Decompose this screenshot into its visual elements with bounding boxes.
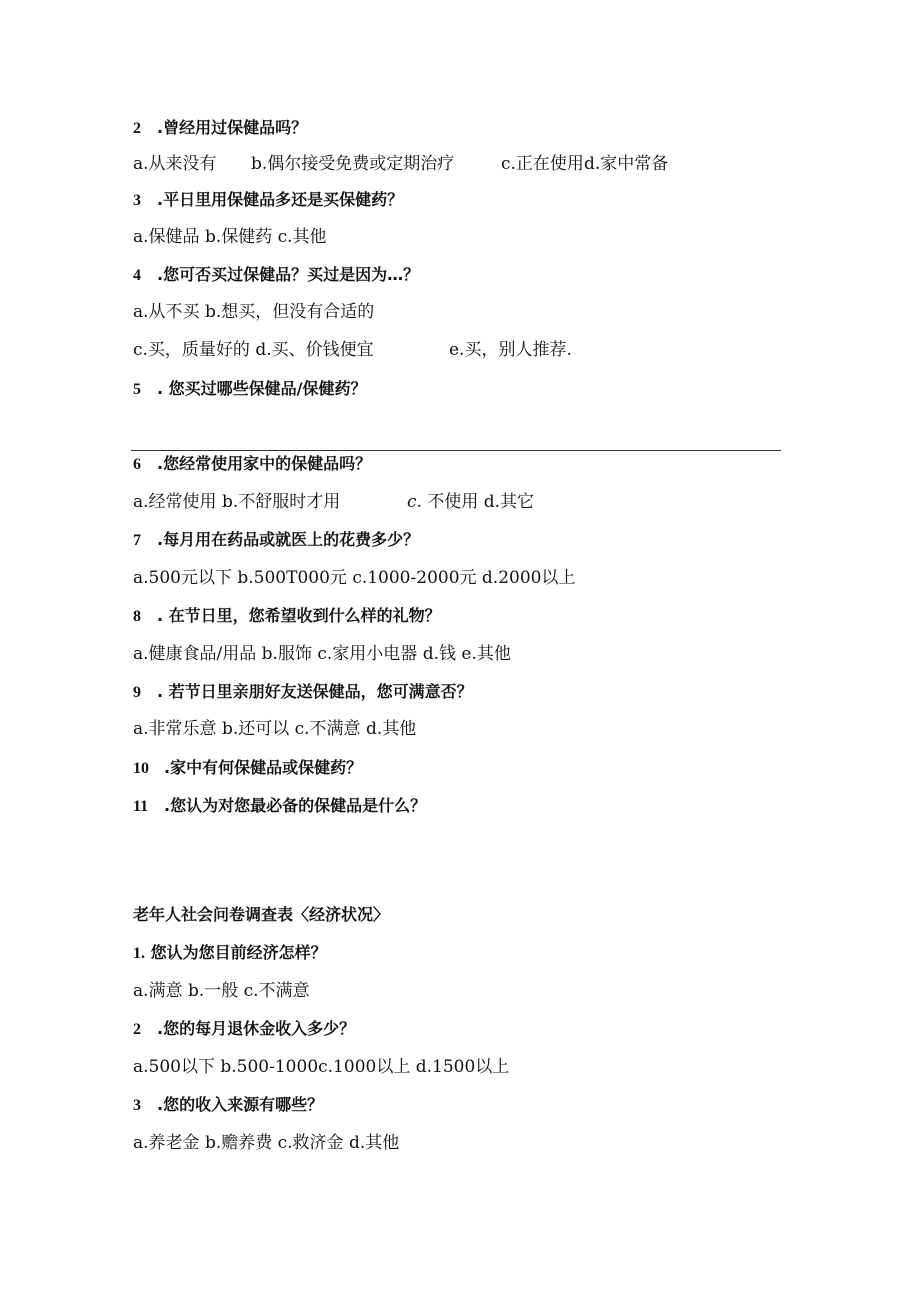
question-2-options [133, 153, 668, 175]
question-number: 2 [133, 1021, 141, 1038]
question-7-options: a.500元以下 b.500T000元 c.1000-2000元 d.2000以上 [133, 568, 576, 588]
option-c: c.正在使用 [501, 154, 584, 174]
question-text: . 若节日里亲朋好友送保健品，您可满意否？ [157, 682, 473, 701]
economic-question-1-options: a.满意 b.一般 c.不满意 [133, 981, 310, 1001]
question-7 [133, 529, 419, 552]
option-a: a.从来没有 [133, 154, 217, 174]
question-6-options [133, 491, 534, 513]
question-number: 7 [133, 532, 141, 549]
economic-question-2 [133, 1018, 355, 1041]
option-c-d: 不使用 d.其它 [421, 492, 535, 512]
question-number: 2 [133, 120, 141, 137]
question-8 [133, 605, 441, 628]
question-text: . 在节日里，您希望收到什么样的礼物？ [157, 606, 441, 625]
question-11 [133, 795, 426, 818]
economic-section-title: 老年人社会问卷调查表〈经济状况〉 [133, 905, 390, 924]
economic-question-3-options: a.养老金 b.赡养费 c.救济金 d.其他 [133, 1133, 400, 1153]
question-number: 5 [133, 381, 141, 398]
option-d: d.家中常备 [583, 154, 669, 174]
question-text: . 您买过哪些保健品/保健药？ [157, 379, 367, 398]
question-number: 11 [133, 798, 149, 815]
question-number: 6 [133, 456, 141, 473]
option-b: b.偶尔接受免费或定期治疗 [251, 154, 455, 174]
economic-question-3 [133, 1094, 323, 1117]
question-number: 3 [133, 192, 141, 209]
question-text: .您的每月退休金收入多少？ [157, 1019, 356, 1038]
question-number: 1. [133, 945, 145, 962]
question-number: 4 [133, 267, 141, 284]
question-text: .您经常使用家中的保健品吗？ [157, 454, 372, 473]
option-a-b: a.经常使用 b.不舒服时才用 [133, 492, 341, 512]
question-text: .曾经用过保健品吗？ [157, 118, 308, 137]
question-8-options: a.健康食品/用品 b.服饰 c.家用小电器 d.钱 e.其他 [133, 644, 511, 664]
economic-question-2-options: a.500以下 b.500-1000c.1000以上 d.1500以上 [133, 1057, 510, 1077]
question-10 [133, 757, 362, 780]
question-number: 10 [133, 760, 149, 777]
question-4-options-line-1: a.从不买 b.想买，但没有合适的 [133, 302, 375, 322]
question-text: .您可否买过保健品？买过是因为…？ [157, 265, 420, 284]
question-5 [133, 378, 367, 401]
question-4 [133, 264, 419, 287]
option-e: e.买，别人推荐. [449, 340, 572, 360]
question-2 [133, 117, 307, 140]
question-text: .您认为对您最必备的保健品是什么？ [164, 796, 427, 815]
question-text: .家中有何保健品或保健药？ [164, 758, 363, 777]
question-9 [133, 681, 473, 704]
question-number: 3 [133, 1097, 141, 1114]
question-3-options: a.保健品 b.保健药 c.其他 [133, 227, 327, 247]
question-6 [133, 453, 371, 476]
question-9-options: a.非常乐意 b.还可以 c.不满意 d.其他 [133, 719, 417, 739]
question-text: .每月用在药品或就医上的花费多少？ [157, 530, 420, 549]
question-number: 8 [133, 608, 141, 625]
question-text: .平日里用保健品多还是买保健药？ [157, 190, 404, 209]
question-number: 9 [133, 684, 141, 701]
question-4-options-line-2 [133, 339, 572, 361]
question-3 [133, 189, 403, 212]
economic-question-1 [133, 942, 327, 965]
answer-line [131, 450, 781, 451]
question-text: 您认为您目前经济怎样？ [145, 943, 327, 962]
question-text: .您的收入来源有哪些？ [157, 1095, 324, 1114]
option-c-letter: c. [407, 492, 422, 512]
option-c-d: c.买，质量好的 d.买、价钱便宜 [133, 340, 374, 360]
